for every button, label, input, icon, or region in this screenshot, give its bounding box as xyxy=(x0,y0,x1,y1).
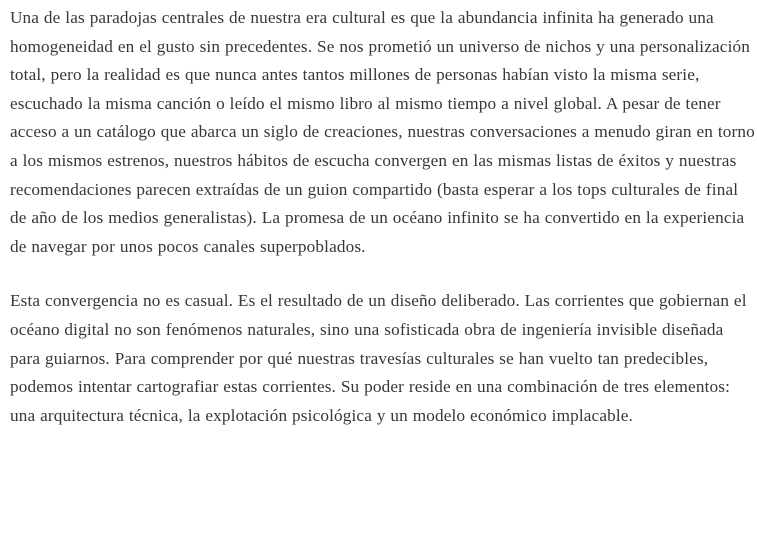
paragraph-2: Esta convergencia no es casual. Es el resultado de un diseño deliberado. Las corrientes que gobiernan el océano digital no son fenómenos naturales, sino una sofisticada obra de ingeniería invisible diseñada para guiarnos. Para comprender por qué nuestras travesías culturales se han vuelto tan predecibles, podemos intentar cartografiar estas corrientes. Su poder reside en una combinación de tres elementos: una arquitectura técnica, la explotación psicológica y un modelo económico implacable. xyxy=(10,291,747,425)
article-body xyxy=(0,4,757,430)
paragraph-1: Una de las paradojas centrales de nuestra era cultural es que la abundancia infinita ha generado una homogeneidad en el gusto sin precedentes. Se nos prometió un universo de nichos y una personalización total, pero la realidad es que nunca antes tantos millones de personas habían visto la misma serie, escuchado la misma canción o leído el mismo libro al mismo tiempo a nivel global. A pesar de tener acceso a un catálogo que abarca un siglo de creaciones, nuestras conversaciones a menudo giran en torno a los mismos estrenos, nuestros hábitos de escucha convergen en las mismas listas de éxitos y nuestras recomendaciones parecen extraídas de un guion compartido (basta esperar a los tops culturales de final de año de los medios generalistas). La promesa de un océano infinito se ha convertido en la experiencia de navegar por unos pocos canales superpoblados. xyxy=(10,8,755,256)
